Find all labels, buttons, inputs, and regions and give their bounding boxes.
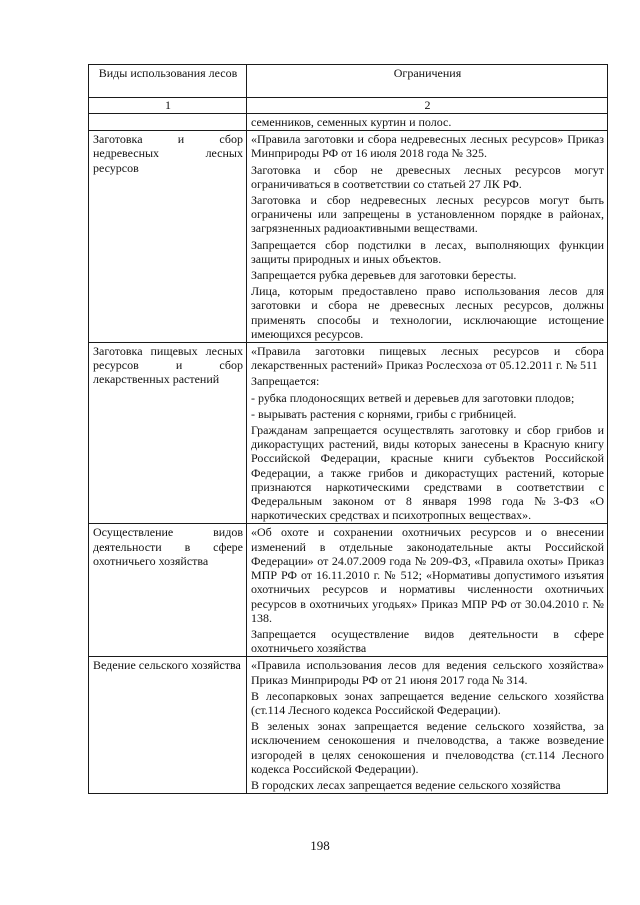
header-row (89, 65, 608, 98)
restriction-paragraph: Запрещается осуществление видов деятельности в сфере охотничьего хозяйства (251, 626, 604, 656)
restrictions-cell (247, 657, 608, 794)
table-row (89, 131, 608, 343)
restriction-paragraph: Запрещается: (251, 374, 320, 389)
column-number-1: 1 (89, 98, 247, 114)
restrictions-cell (247, 524, 608, 657)
column-number-2: 2 (247, 98, 608, 114)
table-row (89, 657, 608, 794)
restrictions-table (88, 64, 608, 794)
restriction-paragraph: Запрещается сбор подстилки в лесах, выполняющих функции защиты природных и иных объектов. (251, 237, 604, 266)
restriction-paragraph: «Об охоте и сохранении охотничьих ресурсов и о внесении изменений в отдельные законодательные акты Российской Федерации» от 24.07.2009 года № 209-ФЗ, «Правила охоты» Приказ МПР РФ от 16.11.2010 г. № 512; «Нормативы допустимого изъятия охотничьих ресурсов и нормативы численности охотничьих ресурсов в охотничьих угодьях» Приказ МПР РФ от 30.04.2010 г. № 138. (251, 525, 604, 625)
restriction-paragraph: Лица, которым предоставлено право использования лесов для заготовки и сбора не древесных лесных ресурсов, должны применять способы и технологии, исключающие истощение имеющихся ресурсов. (251, 284, 604, 341)
restriction-paragraph: В городских лесах запрещается ведение сельского хозяйства (251, 777, 561, 792)
header-forest-use-types: Виды использования лесов (89, 65, 247, 98)
page-number: 198 (310, 838, 330, 853)
table-row (89, 114, 608, 131)
restrictions-cell (247, 131, 608, 343)
header-restrictions: Ограничения (247, 65, 608, 98)
table-row (89, 524, 608, 657)
forest-use-type-cell (89, 114, 247, 131)
restriction-paragraph: Гражданам запрещается осуществлять заготовку и сбор грибов и дикорастущих растений, виды которых занесены в Красную книгу Российской Федерации, красные книги субъектов Российской Федерации, а также грибов и дикорастущих растений, которые признаются наркотическими средствами в соответствии с Федеральным законом от 8 января 1998 года №3-ФЗ «О наркотических средствах и психотропных веществах». (251, 423, 604, 523)
restriction-paragraph: «Правила заготовки и сбора недревесных лесных ресурсов» Приказ Минприроды РФ от 16 июля 2018 года № 325. (251, 132, 604, 161)
restriction-paragraph: Запрещается рубка деревьев для заготовки бересты. (251, 268, 517, 283)
restriction-paragraph: «Правила использования лесов для ведения сельского хозяйства» Приказ Минприроды РФ от 21 июня 2017 года № 314. (251, 658, 604, 687)
forest-use-type-cell: Осуществление видов деятельности в сфере охотничьего хозяйства (89, 524, 247, 657)
forest-use-type-cell: Ведение сельского хозяйства (89, 657, 247, 794)
table-row (89, 343, 608, 524)
restriction-paragraph: Заготовка и сбор недревесных лесных ресурсов могут быть ограничены или запрещены в установленном порядке в районах, загрязненных радиоактивными веществами. (251, 193, 604, 236)
restrictions-cell (247, 114, 608, 131)
forest-use-type-cell: Заготовка и сбор недревесных лесных ресурсов (89, 131, 247, 343)
table-body (89, 114, 608, 794)
restriction-paragraph: «Правила заготовки пищевых лесных ресурсов и сбора лекарственных растений» Приказ Рослесхоза от 05.12.2011 г. № 511 (251, 344, 604, 373)
restriction-paragraph: В зеленых зонах запрещается ведение сельского хозяйства, за исключением сенокошения и пчеловодства, а также возведение изгородей в целях сенокошения и пчеловодства (ст.114 Лесного кодекса Российской Федерации). (251, 719, 604, 776)
restriction-paragraph: Заготовка и сбор не древесных лесных ресурсов могут ограничиваться в соответствии со статьей 27 ЛК РФ. (251, 162, 604, 191)
restriction-paragraph: В лесопарковых зонах запрещается ведение сельского хозяйства (ст.114 Лесного кодекса Российской Федерации). (251, 688, 604, 717)
column-number-row (89, 98, 608, 114)
restriction-paragraph: - вырывать растения с корнями, грибы с грибницей. (251, 406, 517, 421)
restriction-paragraph: семенников, семенных куртин и полос. (251, 115, 452, 129)
restrictions-cell (247, 343, 608, 524)
restriction-paragraph: - рубка плодоносящих ветвей и деревьев для заготовки плодов; (251, 390, 575, 405)
forest-use-type-cell: Заготовка пищевых лесных ресурсов и сбор лекарственных растений (89, 343, 247, 524)
